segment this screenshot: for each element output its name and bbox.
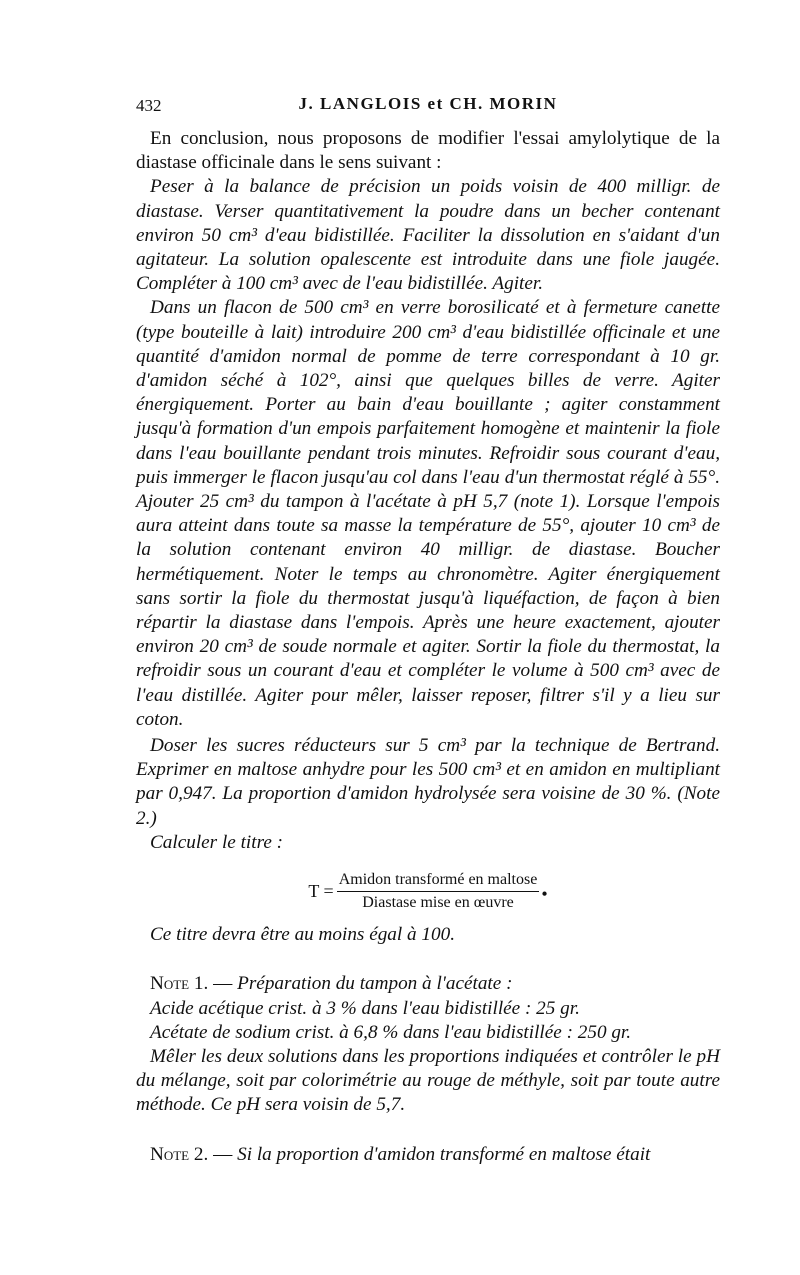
page-header [136, 92, 720, 118]
note-1-dash: — [208, 973, 238, 995]
page-number: 432 [136, 96, 162, 115]
running-title: J. LANGLOIS et CH. MORIN [298, 94, 558, 113]
body-text [136, 127, 720, 1167]
note-1-acetate-line: Acétate de sodium crist. à 6,8 % dans l'eau bidistillée : 250 gr. [150, 1021, 632, 1043]
note-1-label: Note 1. [150, 973, 209, 995]
note-2-dash: — [208, 1143, 238, 1165]
paragraph-preparation: Peser à la balance de précision un poids voisin de 400 milligr. de diastase. Verser quantitativement la poudre dans un becher contenant environ 50 cm³ d'eau bidistillée. Faciliter la dissolution en s'aidant d'un agitateur. La solution opalescente est introduite dans une fiole jaugée. Compléter à 100 cm³ avec de l'eau bidistillée. Agiter. [136, 176, 720, 295]
note-1-acid-line: Acide acétique crist. à 3 % dans l'eau bidistillée : 25 gr. [150, 997, 580, 1019]
formula-end-mark: • [541, 883, 548, 904]
paragraph-dosage: Doser les sucres réducteurs sur 5 cm³ par la technique de Bertrand. Exprimer en maltose anhydre pour les 500 cm³ et en amidon en multipliant par 0,947. La proportion d'amidon hydrolysée sera voisine de 30 %. (Note 2.) [136, 735, 720, 829]
formula-fraction [337, 870, 540, 913]
note-1-mixing-text: Mêler les deux solutions dans les proportions indiquées et contrôler le pH du mélange, soit par colorimétrie au rouge de méthyle, soit par toute autre méthode. Ce pH sera voisin de 5,7. [136, 1045, 720, 1116]
note-2-text: Si la proportion d'amidon transformé en maltose était [237, 1143, 651, 1165]
paragraph-procedure: Dans un flacon de 500 cm³ en verre borosilicaté et à fermeture canette (type bouteille à lait) introduire 200 cm³ d'eau bidistillée officinale et une quantité d'amidon normal de pomme de terre correspondant à 10 gr. d'amidon séché à 102°, ainsi que quelques billes de verre. Agiter énergiquement. Porter au bain d'eau bouillante ; agiter constamment jusqu'à formation d'un empois parfaitement homogène et maintenir la fiole dans l'eau bouillante pendant trois minutes. Refroidir sous courant d'eau, puis immerger le flacon jusqu'au col dans l'eau d'un thermostat réglé à 55°. Ajouter 25 cm³ du tampon à l'acétate à pH 5,7 (note 1). Lorsque l'empois aura atteint dans toute sa masse la température de 55°, ajouter 10 cm³ de la solution contenant environ 40 milligr. de diastase. Boucher hermétiquement. Noter le temps au chronomètre. Agiter énergiquement sans sortir la fiole du thermostat jusqu'à liquéfaction, de façon à bien répartir la diastase dans l'empois. Après une heure exactement, ajouter environ 20 cm³ de soude normale et agiter. Sortir la fiole du thermostat, la refroidir sous un courant d'eau et compléter le volume à 500 cm³ avec de l'eau distillée. Agiter pour mêler, laisser reposer, filtrer s'il y a lieu sur coton. [136, 297, 720, 730]
note-2-label: Note 2. [150, 1143, 209, 1165]
titre-formula [136, 867, 720, 915]
paragraph-conclusion: En conclusion, nous proposons de modifier l'essai amylolytique de la diastase officinale dans le sens suivant : [136, 128, 720, 174]
paragraph-calculate: Calculer le titre : [150, 831, 284, 853]
note-1-title: Préparation du tampon à l'acétate : [237, 973, 513, 995]
paragraph-titre: Ce titre devra être au moins égal à 100. [150, 924, 455, 946]
formula-denominator: Diastase mise en œuvre [362, 893, 514, 911]
note-2 [136, 1143, 720, 1167]
formula-numerator: Amidon transformé en maltose [337, 870, 540, 892]
formula-label: T = [308, 880, 334, 901]
note-1-heading [136, 972, 720, 996]
